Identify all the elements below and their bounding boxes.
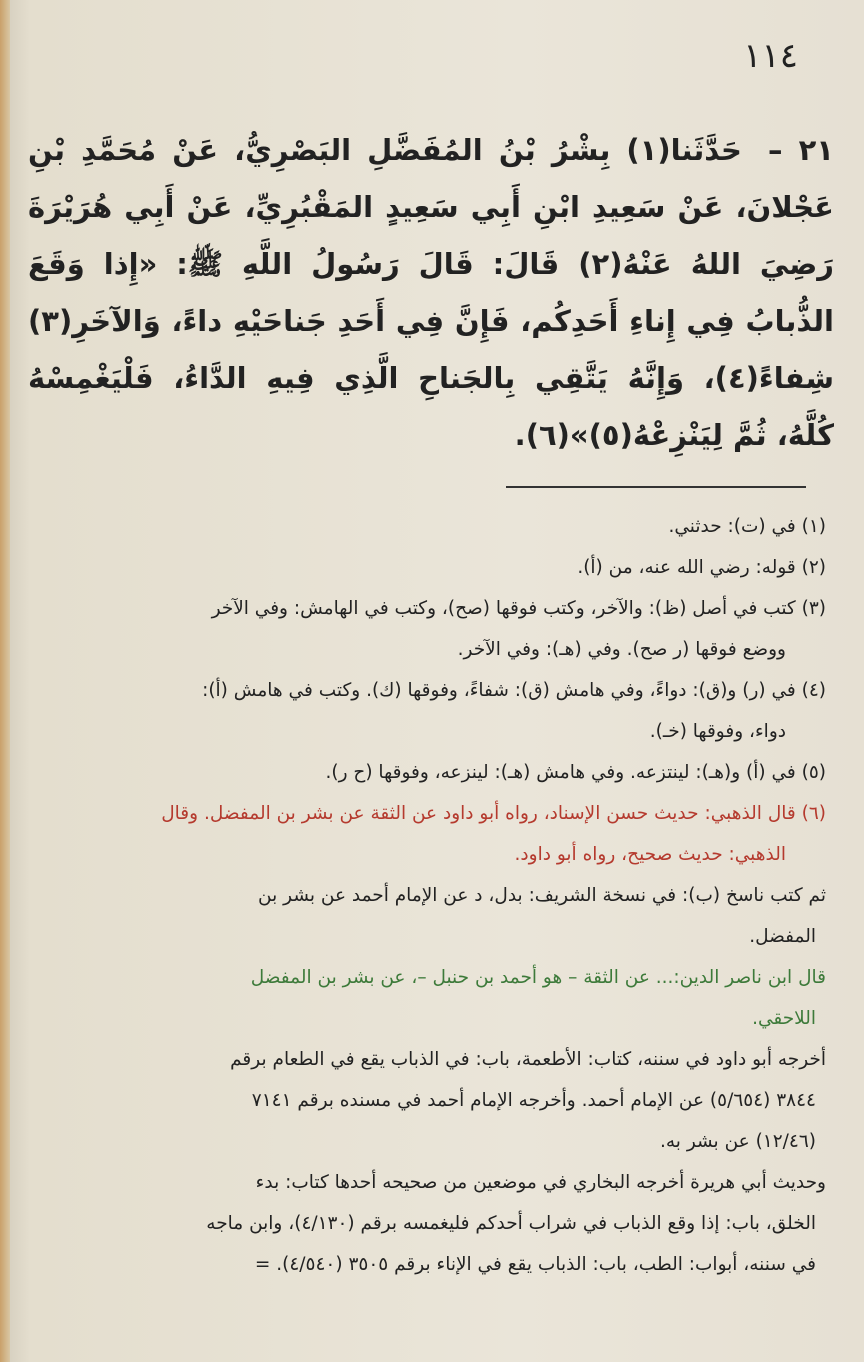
footnote-1: (١) في (ت): حدثني. — [668, 516, 826, 537]
footnote-6-dhahabi-line-1: (٦) قال الذهبي: حديث حسن الإسناد، رواه أبو داود عن الثقة عن بشر بن المفضل. وقال — [161, 803, 826, 824]
footnote-6-bukhari-line-1: وحديث أبي هريرة أخرجه البخاري في موضعين من صحيحه أحدها كتاب: بدء — [255, 1172, 826, 1193]
hadith-number: ٢١ – — [768, 133, 834, 167]
footnote-6-bukhari-line-2: الخلق، باب: إذا وقع الذباب في شراب أحدكم فليغمسه برقم (٤/١٣٠)، وابن ماجه — [206, 1213, 816, 1234]
footnote-2: (٢) قوله: رضي الله عنه، من (أ). — [577, 557, 826, 578]
page-number: ١١٤ — [743, 36, 798, 76]
footnote-6-copyist-line-2: المفضل. — [749, 926, 816, 947]
footnote-6-dhahabi — [20, 793, 836, 875]
footnote-6-ibn-nasir-line-2: اللاحقي. — [752, 1008, 816, 1029]
footnote-4-line-1: (٤) في (ر) و(ق): دواءً، وفي هامش (ق): شفاءً، وفوقها (ك). وكتب في هامش (أ): — [202, 680, 826, 701]
footnote-4 — [20, 670, 836, 752]
hadith-body: حَدَّثَنا(١) بِشْرُ بْنُ المُفَضَّلِ البَصْرِيُّ، عَنْ مُحَمَّدِ بْنِ عَجْلانَ، عَنْ سَعِيدِ ابْنِ أَبِي سَعِيدٍ المَقْبُرِيِّ، عَنْ أَبِي هُرَيْرَةَ رَضِيَ اللهُ عَنْهُ(٢) قَالَ: قَالَ رَسُولُ اللَّهِ ﷺ: «إِذا وَقَعَ الذُّبابُ فِي إِناءِ أَحَدِكُم، فَإِنَّ فِي أَحَدِ جَناحَيْهِ داءً، وَالآخَرِ(٣) شِفاءً(٤)، وَإِنَّهُ يَتَّقِي بِالجَناحِ الَّذِي فِيهِ الدَّاءُ، فَلْيَغْمِسْهُ كُلَّهُ، ثُمَّ لِيَنْزِعْهُ(٥)»(٦). — [28, 133, 834, 452]
footnote-6-ibn-nasir — [20, 957, 836, 1039]
footnote-6-bukhari-line-3: في سننه، أبواب: الطب، باب: الذباب يقع في الإناء برقم ٣٥٠٥ (٤/٥٤٠). = — [254, 1254, 816, 1275]
footnote-6-bukhari — [20, 1162, 836, 1285]
footnotes — [20, 506, 836, 1285]
footnote-3-line-2: ووضع فوقها (ر صح). وفي (هـ): وفي الآخر. — [457, 639, 786, 660]
footnote-6-dhahabi-line-2: الذهبي: حديث صحيح، رواه أبو داود. — [514, 844, 786, 865]
footnote-6-takhrij — [20, 1039, 836, 1162]
footnote-6-takhrij-line-1: أخرجه أبو داود في سننه، كتاب: الأطعمة، باب: في الذباب يقع في الطعام برقم — [230, 1049, 826, 1070]
footnote-6-copyist-line-1: ثم كتب ناسخ (ب): في نسخة الشريف: بدل، د عن الإمام أحمد عن بشر بن — [258, 885, 826, 906]
footnote-separator — [506, 486, 806, 488]
footnote-3-line-1: (٣) كتب في أصل (ظ): والآخر، وكتب فوقها (صح)، وكتب في الهامش: وفي الآخر — [211, 598, 826, 619]
footnote-6-copyist — [20, 875, 836, 957]
footnote-6-takhrij-line-3: (١٢/٤٦) عن بشر به. — [660, 1131, 816, 1152]
footnote-4-line-2: دواء، وفوقها (خـ). — [649, 721, 786, 742]
footnote-5: (٥) في (أ) و(هـ): لينتزعه. وفي هامش (هـ): لينزعه، وفوقها (ح ر). — [325, 762, 826, 783]
footnote-6-ibn-nasir-line-1: قال ابن ناصر الدين:... عن الثقة – هو أحمد بن حنبل –، عن بشر بن المفضل — [250, 967, 826, 988]
footnote-3 — [20, 588, 836, 670]
hadith-text-block — [20, 122, 836, 464]
footnote-6-takhrij-line-2: ٣٨٤٤ (٥/٦٥٤) عن الإمام أحمد. وأخرجه الإمام أحمد في مسنده برقم ٧١٤١ — [251, 1090, 816, 1111]
